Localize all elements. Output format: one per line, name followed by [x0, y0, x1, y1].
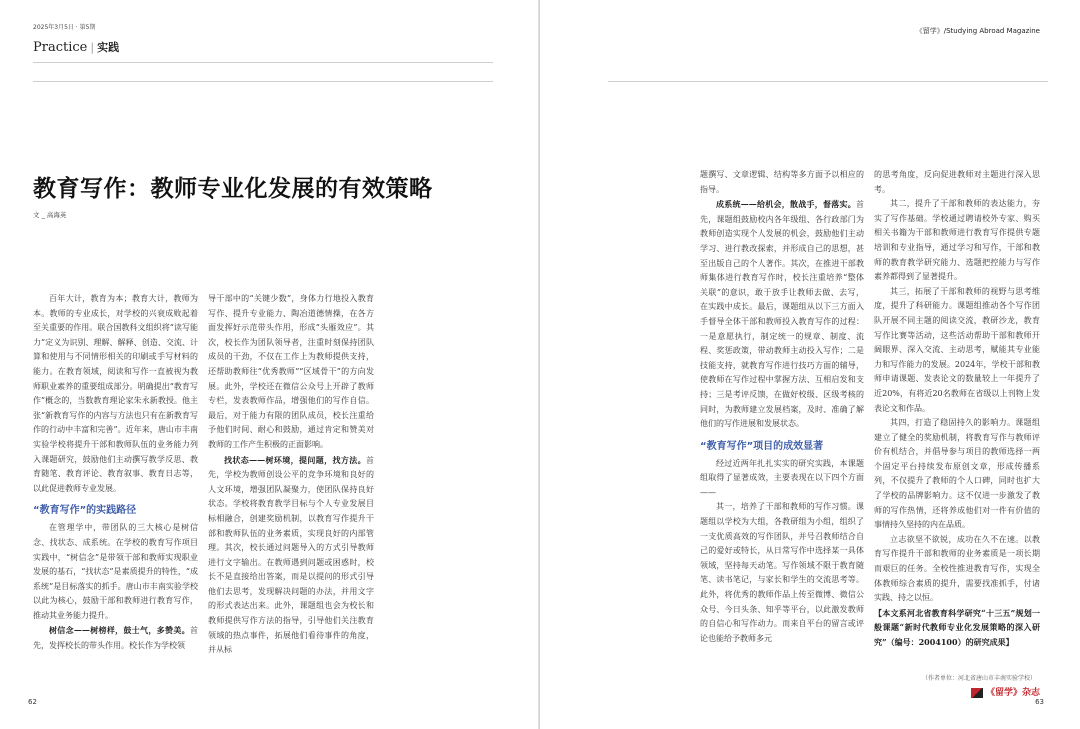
paragraph: 立志欲坚不欲锐，成功在久不在速。以教育写作提升干部和教师的业务素质是一项长期而艰巨的任务。全校性推进教育写作，实现全体教师综合素质的提升，需要找准抓手，付诸实践、持之以恒。: [874, 534, 1040, 603]
right-page: [540, 0, 1080, 729]
paragraph: 其一，培养了干部和教师的写作习惯。课题组以学校为大组，各教研组为小组，组织了一支优质高效的写作团队，并号召教师结合自己的爱好或特长，从日常写作中选择某一具体领域，坚持每天动笔。写作领域不限于教育随笔、读书笔记，与家长和学生的交流思考等。此外，将优秀的教师作品上传至微博、微信公众号、今日头条、知乎等平台，以此激发教师的自信心和写作动力。而来自平台的留言或评论也能给予教师多元: [700, 502, 864, 643]
section-zh: 实践: [97, 41, 120, 54]
article-author: 文 _ 高海英: [33, 211, 67, 219]
paragraph: [700, 197, 864, 432]
issue-date: 2025年3月5日 · 第5期: [33, 24, 96, 31]
column-1: [33, 292, 198, 654]
section-en: Practice: [33, 40, 88, 55]
paragraph: 在管理学中，带团队的三大核心是树信念、找状态、成系统。在学校的教育写作项目实践中，“树信念”是带领干部和教师实现职业发展的基石，“找状态”是素质提升的特性，“成系统”是目标落实的抓手。唐山市丰南实验学校以此为核心，鼓励干部和教师进行教育写作，推动其业务能力提升。: [33, 523, 198, 620]
paragraph: 经过近两年扎扎实实的研究实践，本课题组取得了显著成效，主要表现在以下四个方面——: [700, 458, 864, 497]
section-header: Practice | 实践: [33, 40, 120, 55]
author-affiliation: （作者单位：河北省唐山市丰南实验学校）: [921, 675, 1036, 682]
paragraph: 百年大计，教育为本；教育大计，教师为本。教师的专业成长，对学校的兴衰成败起着至关重要的作用。联合国教科文组织将“读写能力”定义为识别、理解、解释、创造、交流、计算和使用与不同情形相关的印刷或手写材料的能力。在教育领域，阅读和写作一直被视为教师职业素养的重要组成部分。明确提出“教育写作”概念的，当数教育理论家朱永新教授。他主张“新教育写作的内容与方法也只有在新教育写作的行动中丰富和完善”。近年来，唐山市丰南实验学校将提升干部和教师队伍的业务能力列入课题研究，鼓励他们主动撰写教学反思、教育随笔、教育评论、教育叙事、教育日志等，以此促进教师专业发展。: [33, 294, 198, 493]
header-rule-2: [33, 81, 493, 82]
paragraph-lead: 树信念——树榜样，鼓士气，多赞美。: [49, 625, 190, 636]
paragraph: 其三，拓展了干部和教师的视野与思考维度，提升了科研能力。课题组推动各个写作团队开展不同主题的阅读交流，教研沙龙，教育写作比赛等活动，这些活动帮助干部和教师开阔眼界、深入交流、主动思考，赋能其专业能力和写作能力的发展。2024年，学校干部和教师申请课题、发表论文的数量较上一年提升了近20%，有将近20名教师在省级以上刊物上发表论文和作品。: [874, 286, 1040, 413]
article-title: 教育写作：教师专业化发展的有效策略: [33, 176, 433, 202]
paragraph-text: 首先，发挥校长的带头作用。校长作为学校领: [33, 626, 198, 651]
magazine-header: 《留学》/Studying Abroad Magazine: [915, 27, 1040, 35]
magazine-logo: [971, 685, 1040, 698]
page-number-right: 63: [1035, 698, 1044, 706]
paragraph-lead: 找状态——树环境，提问题，找方法。: [224, 454, 366, 465]
header-rule: [33, 62, 493, 63]
paragraph-text: 首先，学校为教师创设公平的竞争环境和良好的人文环境，增强团队凝聚力，使团队保持良好状态。学校将教育教学目标与个人专业发展目标相融合，创建奖励机制，以教育写作提升干部和教师队伍的业务素质，实现良好的内部管理。其次，校长通过问题导入的方式引导教师进行文字输出。在教师遇到问题或困惑时，校长不是直接给出答案，而是以提问的形式引导他们去思考，发现解决问题的办法，并用文字的形式表达出来。此外，课题组也会为校长和教师提供写作方法的指导，引导他们关注教育领域的热点事件，拓展他们看待事件的角度，并从标: [208, 455, 374, 655]
paragraph-text: 首先，课题组鼓励校内各年级组、各行政部门为教师创造实现个人发展的机会，鼓励他们主动学习、进行教改探索，并形成自己的思想，甚至出版自己的个人著作。其次，在推进干部教师集体进行教育写作时，校长注重培养“整体关联”的意识，敢于放手让教师去做、去写，在实践中成长。最后，课题组从以下三方面入手督导全体干部和教师投入教育写作的过程：一是意愿执行，制定统一的规章、制度、流程、奖惩政策，带动教师主动投入写作；二是技能支持，就教育写作进行技巧方面的辅导，使教师在写作过程中掌握方法、互相启发和支持；三是考评反馈，在做好校级、区级考核的同时，为教师建立发展档案，及时、准确了解他们的写作进展和发展状态。: [700, 200, 864, 429]
logo-text: 《留学》杂志: [985, 688, 1040, 698]
paragraph-lead: 成系统——给机会，散战手，督落实。: [716, 199, 856, 210]
column-4: [874, 168, 1040, 650]
project-note: 【本文系河北省教育科学研究“十三五”规划一般课题“新时代教师专业化发展策略的深入研究”（编号：2004100）的研究成果】: [874, 607, 1040, 647]
paragraph: 的思考角度，反向促进教师对主题进行深入思考。: [874, 170, 1040, 194]
logo-mark-icon: [971, 688, 983, 698]
paragraph: 其二，提升了干部和教师的表达能力，夯实了写作基础。学校通过聘请校外专家、购买相关书籍为干部和教师进行教育写作提供专题培训和专业指导，通过学习和写作，干部和教师的教育教学研究能力、选题把控能力与写作素养都得到了显著提升。: [874, 199, 1040, 282]
paragraph: [208, 453, 374, 658]
header-rule-right: [608, 81, 1048, 82]
paragraph: 导干部中的“关键少数”，身体力行地投入教育写作、提升专业能力、陶冶道德情操，在各方面发挥好示范带头作用，形成“头雁效应”。其次，校长作为团队领导者，注重时刻保持团队成员的干劲，不仅在工作上为教师提供支持，还帮助教师往“优秀教师”“区域骨干”的方向发展。此外，学校还在微信公众号上开辟了教师专栏，发表教师作品，增强他们的写作自信。最后，对于能力有限的团队成员，校长注重给予他们时间、耐心和鼓励，通过肯定和赞美对教师的工作产生积极的正面影响。: [208, 294, 374, 449]
section-heading: “教育写作”的实践路径: [33, 505, 137, 517]
paragraph: 题撰写、文章逻辑、结构等多方面予以相应的指导。: [700, 170, 864, 194]
section-heading: “教育写作”项目的成效显著: [700, 440, 824, 452]
paragraph: 其四，打造了稳固持久的影响力。课题组建立了健全的奖励机制，将教育写作与教师评价有机结合，并倡导参与项目的教师选择一两个固定平台持续发布原创文章，形成传播系列，不仅提升了教师的个人口碑，同时也扩大了学校的品牌影响力。这不仅进一步激发了教师的写作热情，还将养成他们对一件有价值的事情持久坚持的内在品质。: [874, 418, 1040, 530]
paragraph: [33, 623, 198, 653]
column-2: [208, 292, 374, 658]
column-3: [700, 168, 864, 646]
page-number-left: 62: [28, 698, 37, 706]
